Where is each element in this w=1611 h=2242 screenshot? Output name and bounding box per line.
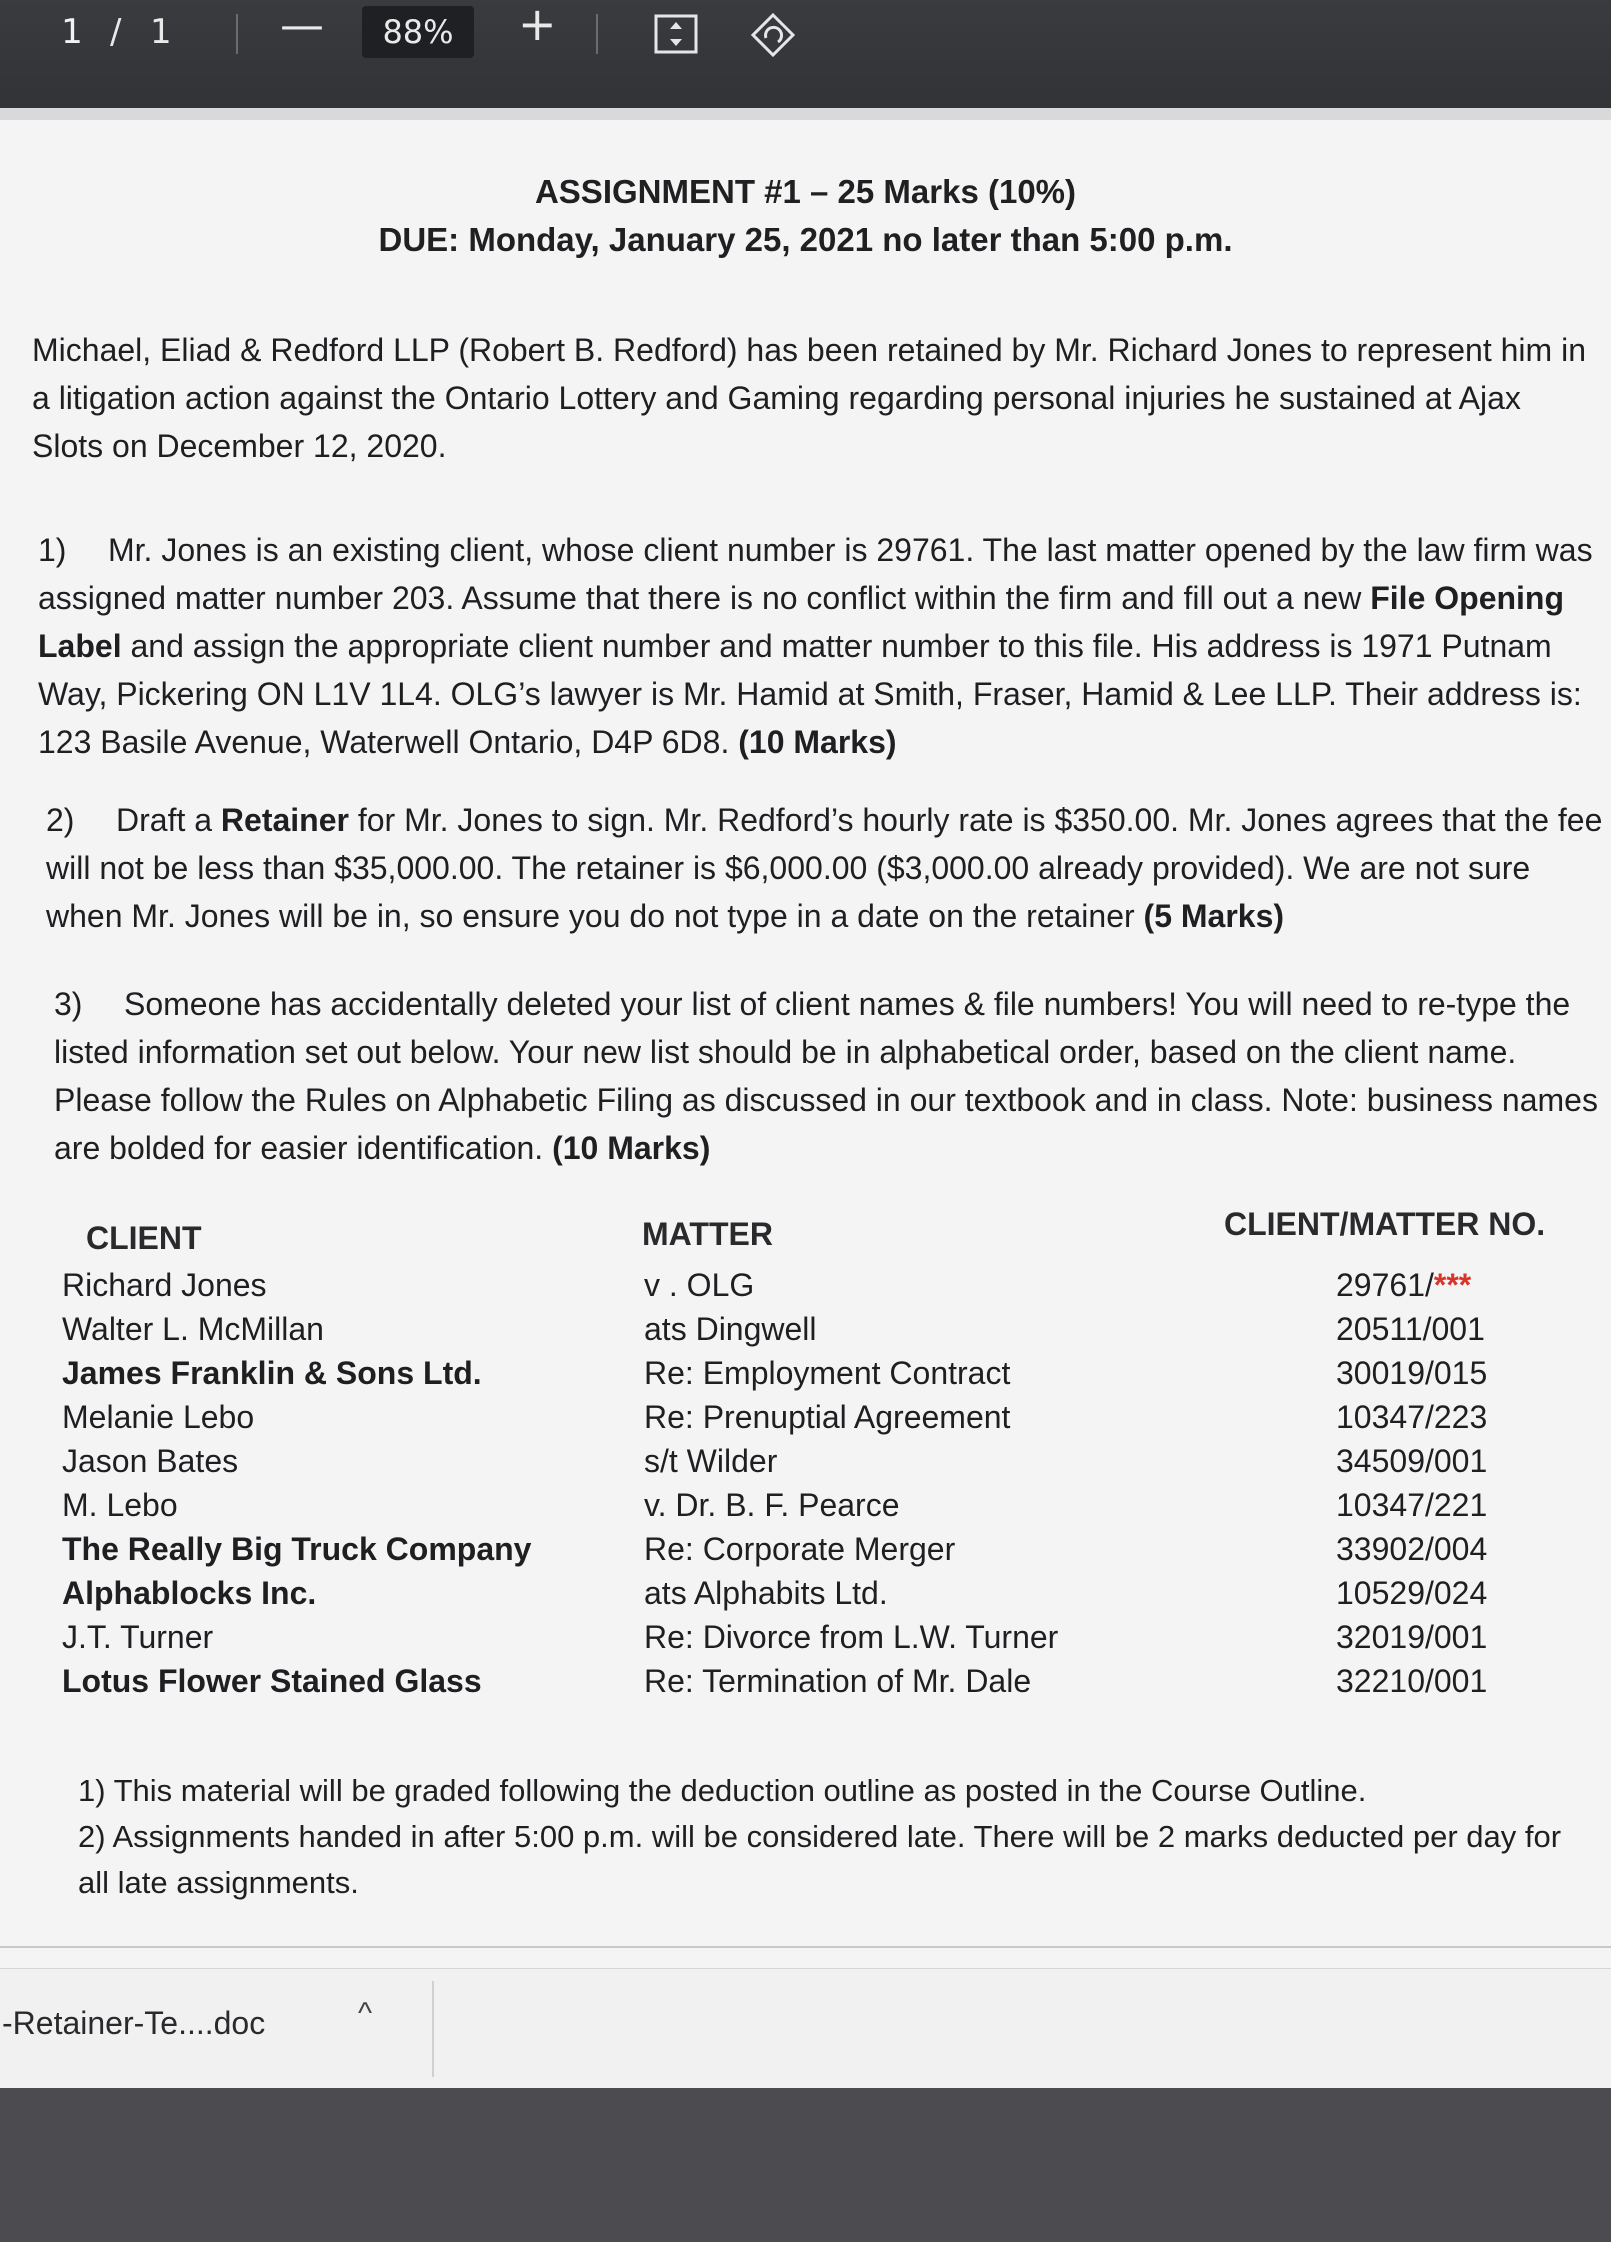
q1-text-a: Mr. Jones is an existing client, whose client number is 29761. The last matter opened by the law firm was assigned matter number 203. Assume that there is no conflict within the firm and fill out a new: [38, 532, 1593, 616]
column-header-number: CLIENT/MATTER NO.: [1224, 1206, 1546, 1242]
matter: s/t Wilder: [644, 1443, 778, 1479]
table-row: [60, 1615, 1500, 1659]
chevron-up-icon[interactable]: ^: [358, 1997, 373, 2030]
client-name: The Really Big Truck Company: [62, 1531, 532, 1567]
page-separator: /: [110, 12, 122, 52]
client-matter-number: 10347/223: [1336, 1399, 1488, 1435]
page-divider: [0, 1946, 1611, 1948]
question-number: 1): [38, 532, 67, 568]
client-name: M. Lebo: [62, 1487, 178, 1523]
client-name: Jason Bates: [62, 1443, 239, 1479]
client-name: Lotus Flower Stained Glass: [62, 1663, 482, 1699]
q1-marks: (10 Marks): [738, 724, 897, 760]
matter: Re: Employment Contract: [644, 1355, 1011, 1391]
client-matter-number: [1336, 1263, 1556, 1307]
due-date: DUE: Monday, January 25, 2021 no later than 5:00 p.m.: [378, 221, 1233, 258]
client-table: [60, 1263, 1500, 1703]
table-row: [60, 1307, 1500, 1351]
download-file-name[interactable]: -Retainer-Te....doc: [2, 2005, 266, 2041]
table-row: [60, 1395, 1500, 1439]
column-header-client: CLIENT: [86, 1220, 202, 1256]
question-number: 2): [46, 802, 75, 838]
table-row: [60, 1351, 1500, 1395]
question-2: [46, 796, 1606, 940]
note-item: 2) Assignments handed in after 5:00 p.m. will be considered late. There will be 2 marks deducted per day for all late assignments.: [78, 1819, 1562, 1900]
intro-paragraph: Michael, Eliad & Redford LLP (Robert B. Redford) has been retained by Mr. Richard Jones to represent him in a litigation action against the Ontario Lottery and Gaming regarding personal injuries he sustained at Ajax Slots on December 12, 2020.: [32, 332, 1586, 464]
client-matter-number: 10529/024: [1336, 1575, 1488, 1611]
toolbar-divider: [236, 14, 238, 54]
q2-marks: (5 Marks): [1143, 898, 1285, 934]
table-row: [60, 1659, 1500, 1703]
client-matter-number: 34509/001: [1336, 1443, 1488, 1479]
client-name: Richard Jones: [62, 1267, 267, 1303]
note-item: 1) This material will be graded following the deduction outline as posted in the Course Outline.: [78, 1773, 1367, 1808]
q2-text-b: for Mr. Jones to sign. Mr. Redford’s hourly rate is $350.00. Mr. Jones agrees that the fee will not be less than $35,000.00. The retainer is $6,000.00 ($3,000.00 already provided). We are not sure when Mr. Jones will be in, so ensure you do not type in a date on the retainer: [46, 802, 1603, 934]
assignment-heading: [0, 168, 1611, 264]
zoom-in-button[interactable]: +: [518, 0, 557, 51]
client-matter-number: 20511/001: [1336, 1311, 1485, 1347]
document-page: [0, 108, 1611, 1968]
zoom-out-button[interactable]: —: [280, 0, 324, 51]
number-text: 29761/: [1336, 1267, 1434, 1303]
download-bar: [0, 1968, 1611, 2089]
matter: Re: Prenuptial Agreement: [644, 1399, 1011, 1435]
client-name: Walter L. McMillan: [62, 1311, 324, 1347]
page-number-input[interactable]: 1: [61, 12, 83, 52]
table-row: [60, 1483, 1500, 1527]
q3-marks: (10 Marks): [552, 1130, 711, 1166]
matter: Re: Termination of Mr. Dale: [644, 1663, 1032, 1699]
client-matter-number: 33902/004: [1336, 1531, 1488, 1567]
q3-text: Someone has accidentally deleted your list of client names & file numbers! You will need to re-type the listed information set out below. Your new list should be in alphabetical order, based on the client name. Please follow the Rules on Alphabetic Filing as discussed in our textbook and in class. Note: business names are bolded for easier identification.: [54, 986, 1598, 1166]
fit-page-icon[interactable]: [654, 14, 698, 54]
matter: Re: Divorce from L.W. Turner: [644, 1619, 1059, 1655]
question-1: [38, 526, 1598, 766]
assignment-title: ASSIGNMENT #1 – 25 Marks (10%): [534, 173, 1077, 210]
client-name: James Franklin & Sons Ltd.: [62, 1355, 482, 1391]
toolbar-divider: [596, 14, 598, 54]
table-row: [60, 1571, 1500, 1615]
matter: v . OLG: [644, 1267, 755, 1303]
matter: ats Alphabits Ltd.: [644, 1575, 888, 1611]
matter: Re: Corporate Merger: [644, 1531, 956, 1567]
client-name: Melanie Lebo: [62, 1399, 255, 1435]
grading-notes: [78, 1768, 1578, 1906]
table-row: [60, 1439, 1500, 1483]
zoom-level[interactable]: 88%: [362, 6, 474, 58]
client-matter-number: 10347/221: [1336, 1487, 1488, 1523]
client-matter-number: 32019/001: [1336, 1619, 1488, 1655]
q1-text-b: and assign the appropriate client number and matter number to this file. His address is 1971 Putnam Way, Pickering ON L1V 1L4. OLG’s lawyer is Mr. Hamid at Smith, Fraser, Hamid & Lee LLP. Their address is: 123 Basile Avenue, Waterwell Ontario, D4P 6D8.: [38, 628, 1582, 760]
client-matter-number: 30019/015: [1336, 1355, 1488, 1391]
question-number: 3): [54, 986, 83, 1022]
page-top-strip: [0, 108, 1611, 120]
screen-bezel: [0, 2088, 1611, 2242]
q2-bold-term: Retainer: [220, 802, 349, 838]
page-total: 1: [150, 12, 172, 52]
matter: ats Dingwell: [644, 1311, 817, 1347]
client-name: Alphablocks Inc.: [62, 1575, 317, 1611]
pdf-toolbar: [0, 0, 1611, 108]
client-matter-number: 32210/001: [1336, 1663, 1488, 1699]
matter: v. Dr. B. F. Pearce: [644, 1487, 900, 1523]
download-divider: [432, 1981, 434, 2077]
table-row: [60, 1263, 1500, 1307]
rotate-icon[interactable]: [748, 10, 798, 60]
table-row: [60, 1527, 1500, 1571]
column-header-matter: MATTER: [642, 1216, 773, 1252]
question-3: [54, 980, 1611, 1172]
client-name: J.T. Turner: [62, 1619, 214, 1655]
q1-bold-term: File Opening Label: [38, 580, 1565, 664]
placeholder-stars: ***: [1433, 1267, 1472, 1303]
q2-text-a: Draft a: [116, 802, 221, 838]
